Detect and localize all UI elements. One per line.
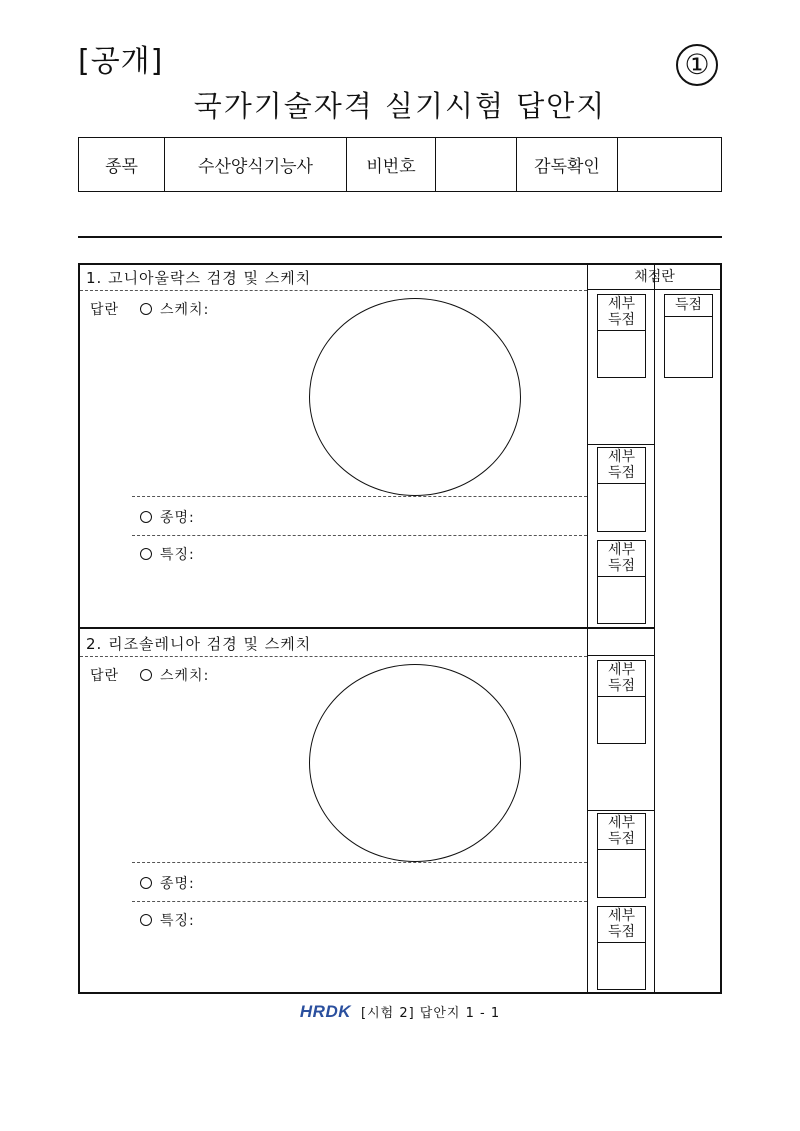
question-1-feature-row <box>140 544 195 564</box>
hrdk-logo: HRDK <box>299 1002 351 1021</box>
detail-score-label: 세부 득점 <box>598 448 645 484</box>
question-1-answer-label: 답란 <box>90 302 120 318</box>
score-separator <box>587 444 654 445</box>
bullet-icon <box>140 511 152 523</box>
footer-text: [시험 2] 답안지 1 - 1 <box>361 1006 501 1021</box>
question-2-species-row <box>140 873 195 893</box>
footer <box>0 1002 800 1022</box>
bullet-icon <box>140 548 152 560</box>
question-2-feature-label: 특징: <box>160 913 195 929</box>
question-1-sketch-row <box>140 299 209 319</box>
page-number: ① <box>676 44 718 86</box>
question-2-feature-row <box>140 910 195 930</box>
bullet-icon <box>140 877 152 889</box>
question-1-title: 1. 고니아울락스 검경 및 스케치 <box>86 269 312 287</box>
question-1-species-row <box>140 507 195 527</box>
question-1-species-label: 종명: <box>160 510 195 526</box>
question-1-feature-label: 특징: <box>160 547 195 563</box>
bullet-icon <box>140 914 152 926</box>
question-2-species-separator <box>132 901 587 902</box>
question-1-sketch-score-box[interactable] <box>597 294 646 378</box>
question-2-sketch-label: 스케치: <box>160 668 210 684</box>
divider <box>78 236 722 238</box>
question-2-sketch-row <box>140 665 209 685</box>
question-1-species-score-box[interactable] <box>597 447 646 532</box>
question-2-feature-score-box[interactable] <box>597 906 646 990</box>
question-1-sketch-label: 스케치: <box>160 302 210 318</box>
detail-score-label: 세부 득점 <box>598 907 645 943</box>
question-1-feature-score-box[interactable] <box>597 540 646 624</box>
detail-score-label: 세부 득점 <box>598 814 645 850</box>
question-2-answer-label: 답란 <box>90 668 120 684</box>
bullet-icon <box>140 669 152 681</box>
detail-score-label: 세부 득점 <box>598 541 645 577</box>
bullet-icon <box>140 303 152 315</box>
question-2-species-score-box[interactable] <box>597 813 646 898</box>
question-1-sketch-separator <box>132 496 587 497</box>
info-table <box>78 137 722 192</box>
subject-value: 수산양식기능사 <box>165 138 347 191</box>
secret-no-field[interactable] <box>436 138 517 191</box>
supervisor-field[interactable] <box>618 138 720 191</box>
score-separator <box>587 655 654 656</box>
page-title: 국가기술자격 실기시험 답안지 <box>193 89 607 123</box>
question-2-sketch-area[interactable] <box>309 664 521 862</box>
question-2-title-separator <box>80 656 587 657</box>
detail-score-label: 세부 득점 <box>598 295 645 331</box>
score-separator <box>587 810 654 811</box>
supervisor-label: 감독확인 <box>517 138 618 191</box>
total-score-label: 득점 <box>665 295 712 317</box>
question-1-species-separator <box>132 535 587 536</box>
question-1-title-separator <box>80 290 587 291</box>
question-2-title: 2. 리조솔레니아 검경 및 스케치 <box>86 635 312 653</box>
score-header-line <box>587 289 722 290</box>
public-tag: [공개] <box>78 44 164 79</box>
score-column-header: 채점란 <box>634 269 675 285</box>
question-2-sketch-score-box[interactable] <box>597 660 646 744</box>
question-2-sketch-separator <box>132 862 587 863</box>
secret-no-label: 비번호 <box>347 138 436 191</box>
question-1-sketch-area[interactable] <box>309 298 521 496</box>
total-score-box[interactable] <box>664 294 713 378</box>
question-separator <box>78 627 655 629</box>
subject-label: 종목 <box>79 138 165 191</box>
detail-score-label: 세부 득점 <box>598 661 645 697</box>
question-2-species-label: 종명: <box>160 876 195 892</box>
